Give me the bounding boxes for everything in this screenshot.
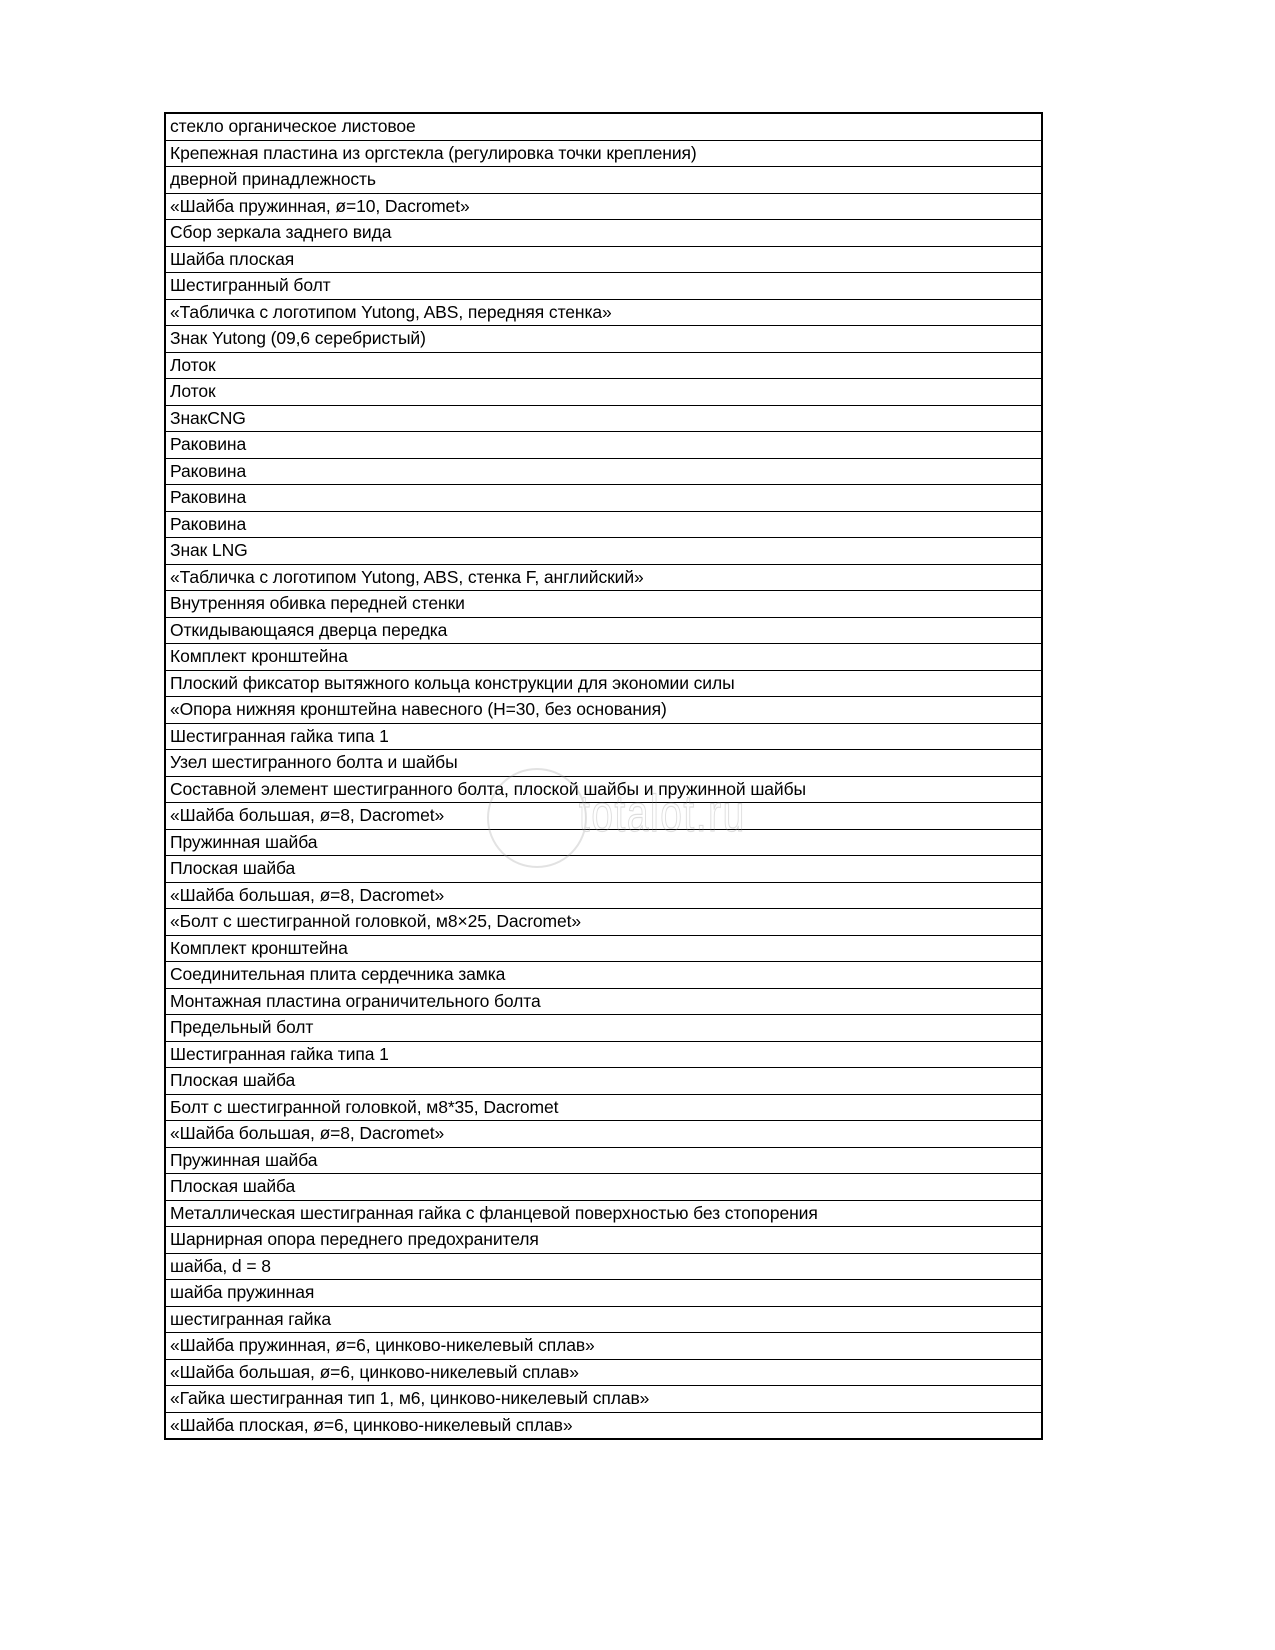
table-row <box>165 1227 1042 1254</box>
table-row <box>165 1386 1042 1413</box>
part-name-cell: дверной принадлежность <box>165 167 1042 194</box>
part-name-cell: Лоток <box>165 352 1042 379</box>
part-name-cell: Плоский фиксатор вытяжного кольца конструкции для экономии силы <box>165 670 1042 697</box>
part-name-cell: Раковина <box>165 432 1042 459</box>
table-row <box>165 379 1042 406</box>
table-row <box>165 988 1042 1015</box>
part-name-cell: «Гайка шестигранная тип 1, м6, цинково-никелевый сплав» <box>165 1386 1042 1413</box>
table-row <box>165 220 1042 247</box>
part-name-cell: Пружинная шайба <box>165 829 1042 856</box>
part-name-cell: «Болт с шестигранной головкой, м8×25, Dacromet» <box>165 909 1042 936</box>
table-row <box>165 829 1042 856</box>
table-row <box>165 856 1042 883</box>
part-name-cell: Комплект кронштейна <box>165 935 1042 962</box>
part-name-cell: «Шайба пружинная, ø=10, Dacromet» <box>165 193 1042 220</box>
part-name-cell: шайба, d = 8 <box>165 1253 1042 1280</box>
table-row <box>165 962 1042 989</box>
table-row <box>165 1041 1042 1068</box>
part-name-cell: Раковина <box>165 511 1042 538</box>
table-row <box>165 723 1042 750</box>
part-name-cell: «Шайба плоская, ø=6, цинково-никелевый сплав» <box>165 1412 1042 1439</box>
table-row <box>165 1147 1042 1174</box>
table-row <box>165 1359 1042 1386</box>
part-name-cell: Плоская шайба <box>165 856 1042 883</box>
table-row <box>165 113 1042 140</box>
part-name-cell: «Шайба большая, ø=6, цинково-никелевый сплав» <box>165 1359 1042 1386</box>
table-row <box>165 458 1042 485</box>
part-name-cell: ЗнакCNG <box>165 405 1042 432</box>
table-row <box>165 432 1042 459</box>
part-name-cell: Сбор зеркала заднего вида <box>165 220 1042 247</box>
part-name-cell: «Шайба большая, ø=8, Dacromet» <box>165 803 1042 830</box>
table-row <box>165 193 1042 220</box>
table-row <box>165 1094 1042 1121</box>
part-name-cell: Лоток <box>165 379 1042 406</box>
part-name-cell: «Табличка с логотипом Yutong, ABS, передняя стенка» <box>165 299 1042 326</box>
table-row <box>165 1306 1042 1333</box>
part-name-cell: Шестигранный болт <box>165 273 1042 300</box>
part-name-cell: Плоская шайба <box>165 1174 1042 1201</box>
part-name-cell: Знак Yutong (09,6 серебристый) <box>165 326 1042 353</box>
table-row <box>165 299 1042 326</box>
part-name-cell: Комплект кронштейна <box>165 644 1042 671</box>
part-name-cell: Плоская шайба <box>165 1068 1042 1095</box>
parts-table <box>164 112 1043 1440</box>
part-name-cell: Составной элемент шестигранного болта, плоской шайбы и пружинной шайбы <box>165 776 1042 803</box>
table-row <box>165 1121 1042 1148</box>
part-name-cell: Знак LNG <box>165 538 1042 565</box>
part-name-cell: Узел шестигранного болта и шайбы <box>165 750 1042 777</box>
table-row <box>165 326 1042 353</box>
table-row <box>165 935 1042 962</box>
part-name-cell: Шарнирная опора переднего предохранителя <box>165 1227 1042 1254</box>
parts-table-body <box>165 113 1042 1439</box>
table-row <box>165 511 1042 538</box>
table-row <box>165 750 1042 777</box>
part-name-cell: Шестигранная гайка типа 1 <box>165 723 1042 750</box>
table-row <box>165 1280 1042 1307</box>
table-row <box>165 352 1042 379</box>
part-name-cell: Раковина <box>165 458 1042 485</box>
part-name-cell: «Шайба большая, ø=8, Dacromet» <box>165 1121 1042 1148</box>
part-name-cell: Болт с шестигранной головкой, м8*35, Dacromet <box>165 1094 1042 1121</box>
part-name-cell: «Шайба большая, ø=8, Dacromet» <box>165 882 1042 909</box>
part-name-cell: Шайба плоская <box>165 246 1042 273</box>
part-name-cell: Раковина <box>165 485 1042 512</box>
table-row <box>165 909 1042 936</box>
table-row <box>165 485 1042 512</box>
part-name-cell: Металлическая шестигранная гайка с фланцевой поверхностью без стопорения <box>165 1200 1042 1227</box>
part-name-cell: Крепежная пластина из оргстекла (регулировка точки крепления) <box>165 140 1042 167</box>
table-row <box>165 167 1042 194</box>
table-row <box>165 591 1042 618</box>
table-row <box>165 1068 1042 1095</box>
part-name-cell: Откидывающаяся дверца передка <box>165 617 1042 644</box>
table-row <box>165 1200 1042 1227</box>
table-row <box>165 803 1042 830</box>
part-name-cell: Соединительная плита сердечника замка <box>165 962 1042 989</box>
table-row <box>165 697 1042 724</box>
part-name-cell: Шестигранная гайка типа 1 <box>165 1041 1042 1068</box>
table-row <box>165 882 1042 909</box>
part-name-cell: Предельный болт <box>165 1015 1042 1042</box>
part-name-cell: шестигранная гайка <box>165 1306 1042 1333</box>
table-row <box>165 670 1042 697</box>
table-row <box>165 1015 1042 1042</box>
table-row <box>165 405 1042 432</box>
table-row <box>165 1333 1042 1360</box>
part-name-cell: «Табличка с логотипом Yutong, ABS, стенка F, английский» <box>165 564 1042 591</box>
table-row <box>165 1174 1042 1201</box>
table-row <box>165 273 1042 300</box>
table-row <box>165 246 1042 273</box>
part-name-cell: Пружинная шайба <box>165 1147 1042 1174</box>
table-row <box>165 564 1042 591</box>
part-name-cell: Монтажная пластина ограничительного болта <box>165 988 1042 1015</box>
table-row <box>165 1253 1042 1280</box>
part-name-cell: «Шайба пружинная, ø=6, цинково-никелевый сплав» <box>165 1333 1042 1360</box>
watermark-text: totalot.ru <box>579 785 746 843</box>
part-name-cell: «Опора нижняя кронштейна навесного (H=30, без основания) <box>165 697 1042 724</box>
table-row <box>165 1412 1042 1439</box>
part-name-cell: стекло органическое листовое <box>165 113 1042 140</box>
table-row <box>165 617 1042 644</box>
part-name-cell: Внутренняя обивка передней стенки <box>165 591 1042 618</box>
table-row <box>165 776 1042 803</box>
part-name-cell: шайба пружинная <box>165 1280 1042 1307</box>
table-row <box>165 140 1042 167</box>
table-row <box>165 644 1042 671</box>
table-row <box>165 538 1042 565</box>
